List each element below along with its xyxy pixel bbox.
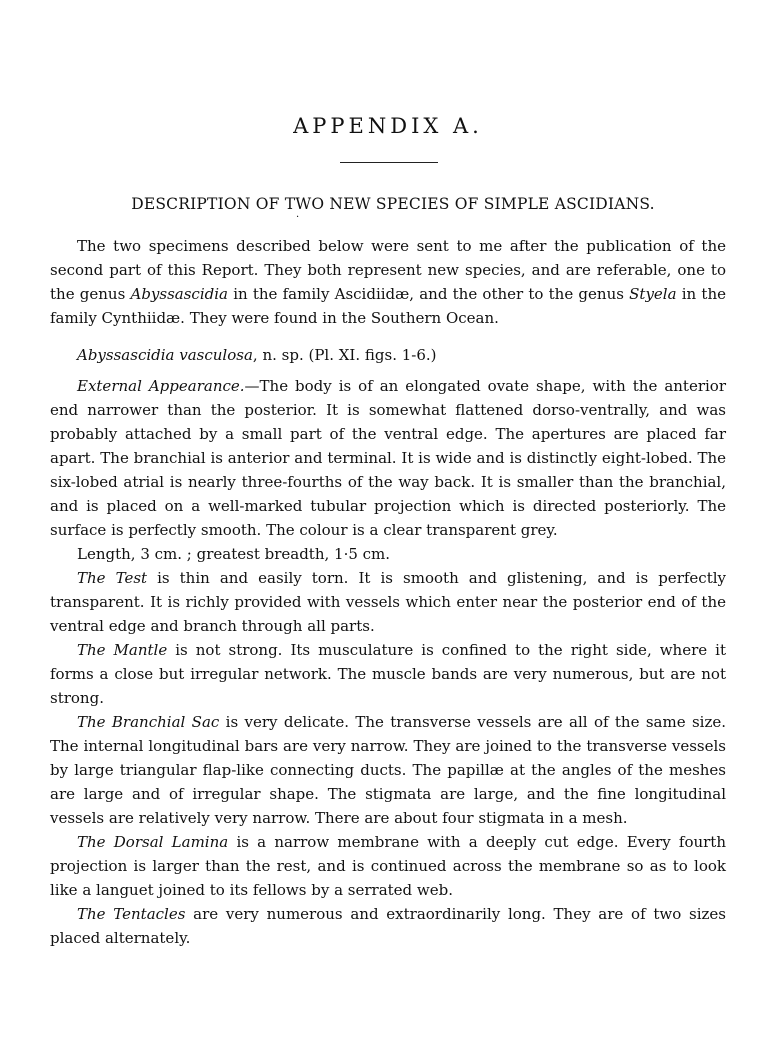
external-heading: External Appearance. [77,377,245,395]
test-text: is thin and easily torn. It is smooth and glistening, and is perfectly transparent. It is richly provided with vessels which enter near the posterior end of the ventral edge and branch through all parts. [50,569,726,635]
branchial-paragraph [50,710,726,830]
species-name: Abyssascidia vasculosa [77,346,253,364]
dorsal-text: is a narrow membrane with a deeply cut edge. Every fourth projection is larger than the rest, and is continued across the membrane so as to look like a languet joined to its fellows by a serrated web. [50,833,727,899]
section-subtitle: DESCRIPTION OF TWO NEW SPECIES OF SIMPLE ASCIDIANS. [131,195,655,213]
test-paragraph [50,566,726,638]
genus-styela: Styela [629,285,677,303]
title-rule [340,162,438,163]
dorsal-paragraph [50,830,726,902]
intro-text-1: The two specimens described below were sent to me after the publication of the second part of this Report. They both represent new species, and are referable, one to the genus [50,237,726,303]
branchial-text: is very delicate. The transverse vessels are all of the same size. The internal longitudinal bars are very narrow. They are joined to the transverse vessels by large triangular flap-like connecting ducts. The papillæ at the angles of the meshes are large and of irregular shape. The stigmata are large, and the fine longitudinal vessels are relatively very narrow. There are about four stigmata in a mesh. [50,713,726,827]
dorsal-heading: The Dorsal Lamina [77,833,229,851]
intro-text-2: in the family Ascidiidæ, and the other to the genus [227,285,630,303]
stray-dot: · [296,212,300,223]
length-paragraph: Length, 3 cm. ; greatest breadth, 1·5 cm. [77,545,391,563]
intro-block [50,234,726,330]
external-text: —The body is of an elongated ovate shape, with the anterior end narrower than the posterior. It is somewhat flattened dorso-ventrally, and was probably attached by a small part of the ventral edge. The apertures are placed far apart. The branchial is anterior and terminal. It is wide and is distinctly eight-lobed. The six-lobed atrial is nearly three-fourths of the way back. It is smaller than the branchial, and is placed on a well-marked tubular projection which is directed posteriorly. The surface is perfectly smooth. The colour is a clear transparent grey. [50,377,726,539]
tentacles-text: are very numerous and extraordinarily long. They are of two sizes placed alternately. [50,905,726,947]
tentacles-heading: The Tentacles [77,905,186,923]
test-heading: The Test [77,569,148,587]
mantle-paragraph [50,638,726,710]
intro-text-3: in the family Cynthiidæ. They were found in the Southern Ocean. [50,285,726,327]
branchial-heading: The Branchial Sac [77,713,220,731]
tentacles-paragraph [50,902,726,950]
mantle-text: is not strong. Its musculature is confined to the right side, where it forms a close but irregular network. The muscle bands are very numerous, but are not strong. [50,641,726,707]
mantle-heading: The Mantle [77,641,168,659]
intro-paragraph [50,234,726,330]
species-block [50,343,726,950]
species-heading [50,343,726,367]
external-paragraph [50,374,726,542]
genus-abyssascidia: Abyssascidia [130,285,228,303]
species-reference: , n. sp. (Pl. XI. figs. 1-6.) [252,346,437,364]
page-title: APPENDIX A. [293,114,483,138]
